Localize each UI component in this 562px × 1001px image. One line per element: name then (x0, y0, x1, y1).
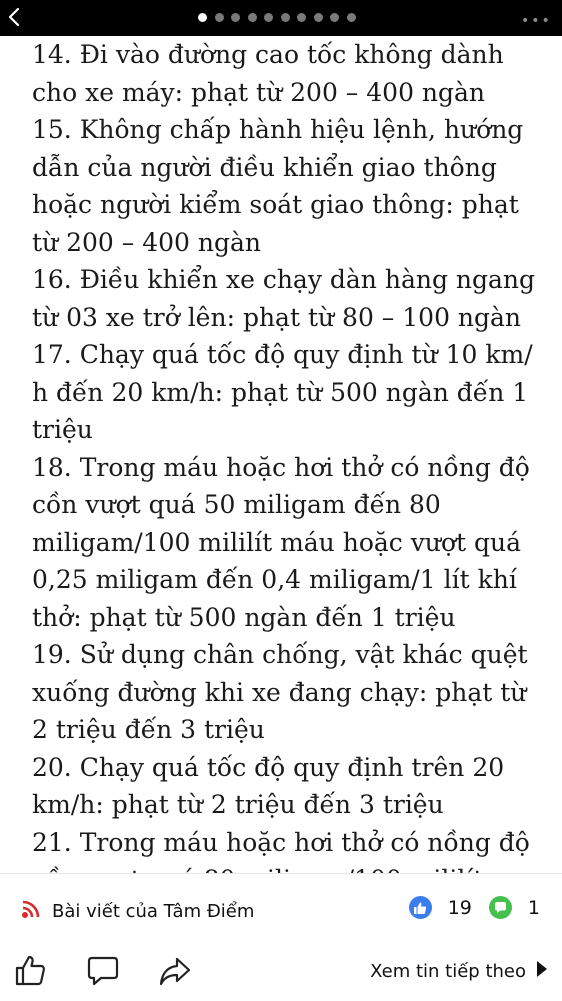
like-icon[interactable] (14, 954, 48, 992)
article-line: thở: phạt từ 500 ngàn đến 1 triệu (32, 602, 456, 632)
article-line: 20. Chạy quá tốc độ quy định trên 20 (32, 752, 505, 782)
page-dot[interactable] (231, 13, 240, 22)
article-line: km/h: phạt từ 2 triệu đến 3 triệu (32, 790, 444, 819)
page-dot[interactable] (264, 13, 273, 22)
article-line: dẫn của người điều khiển giao thông (32, 152, 497, 182)
article-line: 19. Sử dụng chân chống, vật khác quệt (32, 640, 528, 669)
article-line: 15. Không chấp hành hiệu lệnh, hướng (32, 115, 524, 144)
article-line: 17. Chạy quá tốc độ quy định từ 10 km/ (32, 340, 533, 369)
comment-count: 1 (527, 896, 540, 919)
article-line: từ 200 – 400 ngàn (32, 227, 261, 257)
article-line: 0,25 miligam đến 0,4 miligam/1 lít khí (32, 565, 517, 594)
article-line: từ 03 xe trở lên: phạt từ 80 – 100 ngàn (32, 302, 522, 332)
page-dot[interactable] (248, 13, 257, 22)
top-bar (0, 0, 562, 36)
page-dot[interactable] (314, 13, 323, 22)
article-line: 21. Trong máu hoặc hơi thở có nồng độ (32, 827, 530, 857)
post-footer (0, 873, 562, 1001)
comment-icon[interactable] (86, 954, 120, 992)
article-line: cồn vượt quá 50 miligam đến 80 (32, 490, 441, 519)
page-dot[interactable] (281, 13, 290, 22)
article-line: xuống đường khi xe đang chạy: phạt từ (32, 677, 527, 707)
share-icon[interactable] (158, 954, 192, 992)
article-line: hoặc người kiểm soát giao thông: phạt (32, 190, 519, 219)
page-dot[interactable] (297, 13, 306, 22)
article-line: 2 triệu đến 3 triệu (32, 715, 265, 744)
page-dot[interactable] (347, 13, 356, 22)
article-line: 18. Trong máu hoặc hơi thở có nồng độ (32, 452, 530, 482)
article-line: miligam/100 mililít máu hoặc vượt quá (32, 527, 522, 557)
comment-badge-icon (489, 896, 512, 919)
page-dot[interactable] (330, 13, 339, 22)
next-article-button[interactable] (370, 960, 548, 983)
post-actions (0, 954, 562, 994)
rss-icon (20, 898, 44, 925)
page-dot[interactable] (215, 13, 224, 22)
chevron-left-icon[interactable] (4, 6, 26, 28)
article-line: triệu (32, 415, 93, 444)
article-content (0, 36, 562, 873)
article-line: cho xe máy: phạt từ 200 – 400 ngàn (32, 77, 486, 107)
page-indicator (198, 13, 356, 23)
post-stats (409, 896, 540, 919)
article-line: h đến 20 km/h: phạt từ 500 ngàn đến 1 (32, 377, 529, 407)
article-line: 14. Đi vào đường cao tốc không dành (32, 40, 504, 69)
article-line: 16. Điều khiển xe chạy dàn hàng ngang (32, 265, 536, 294)
page-dot[interactable] (198, 13, 207, 22)
next-article-label: Xem tin tiếp theo (370, 961, 526, 982)
article-text (32, 36, 557, 899)
post-source[interactable] (20, 898, 254, 925)
source-label: Bài viết của Tâm Điểm (52, 901, 255, 922)
play-right-icon (536, 960, 548, 983)
like-badge-icon (409, 896, 432, 919)
more-icon[interactable]: ••• (521, 13, 552, 29)
like-count: 19 (447, 896, 472, 919)
